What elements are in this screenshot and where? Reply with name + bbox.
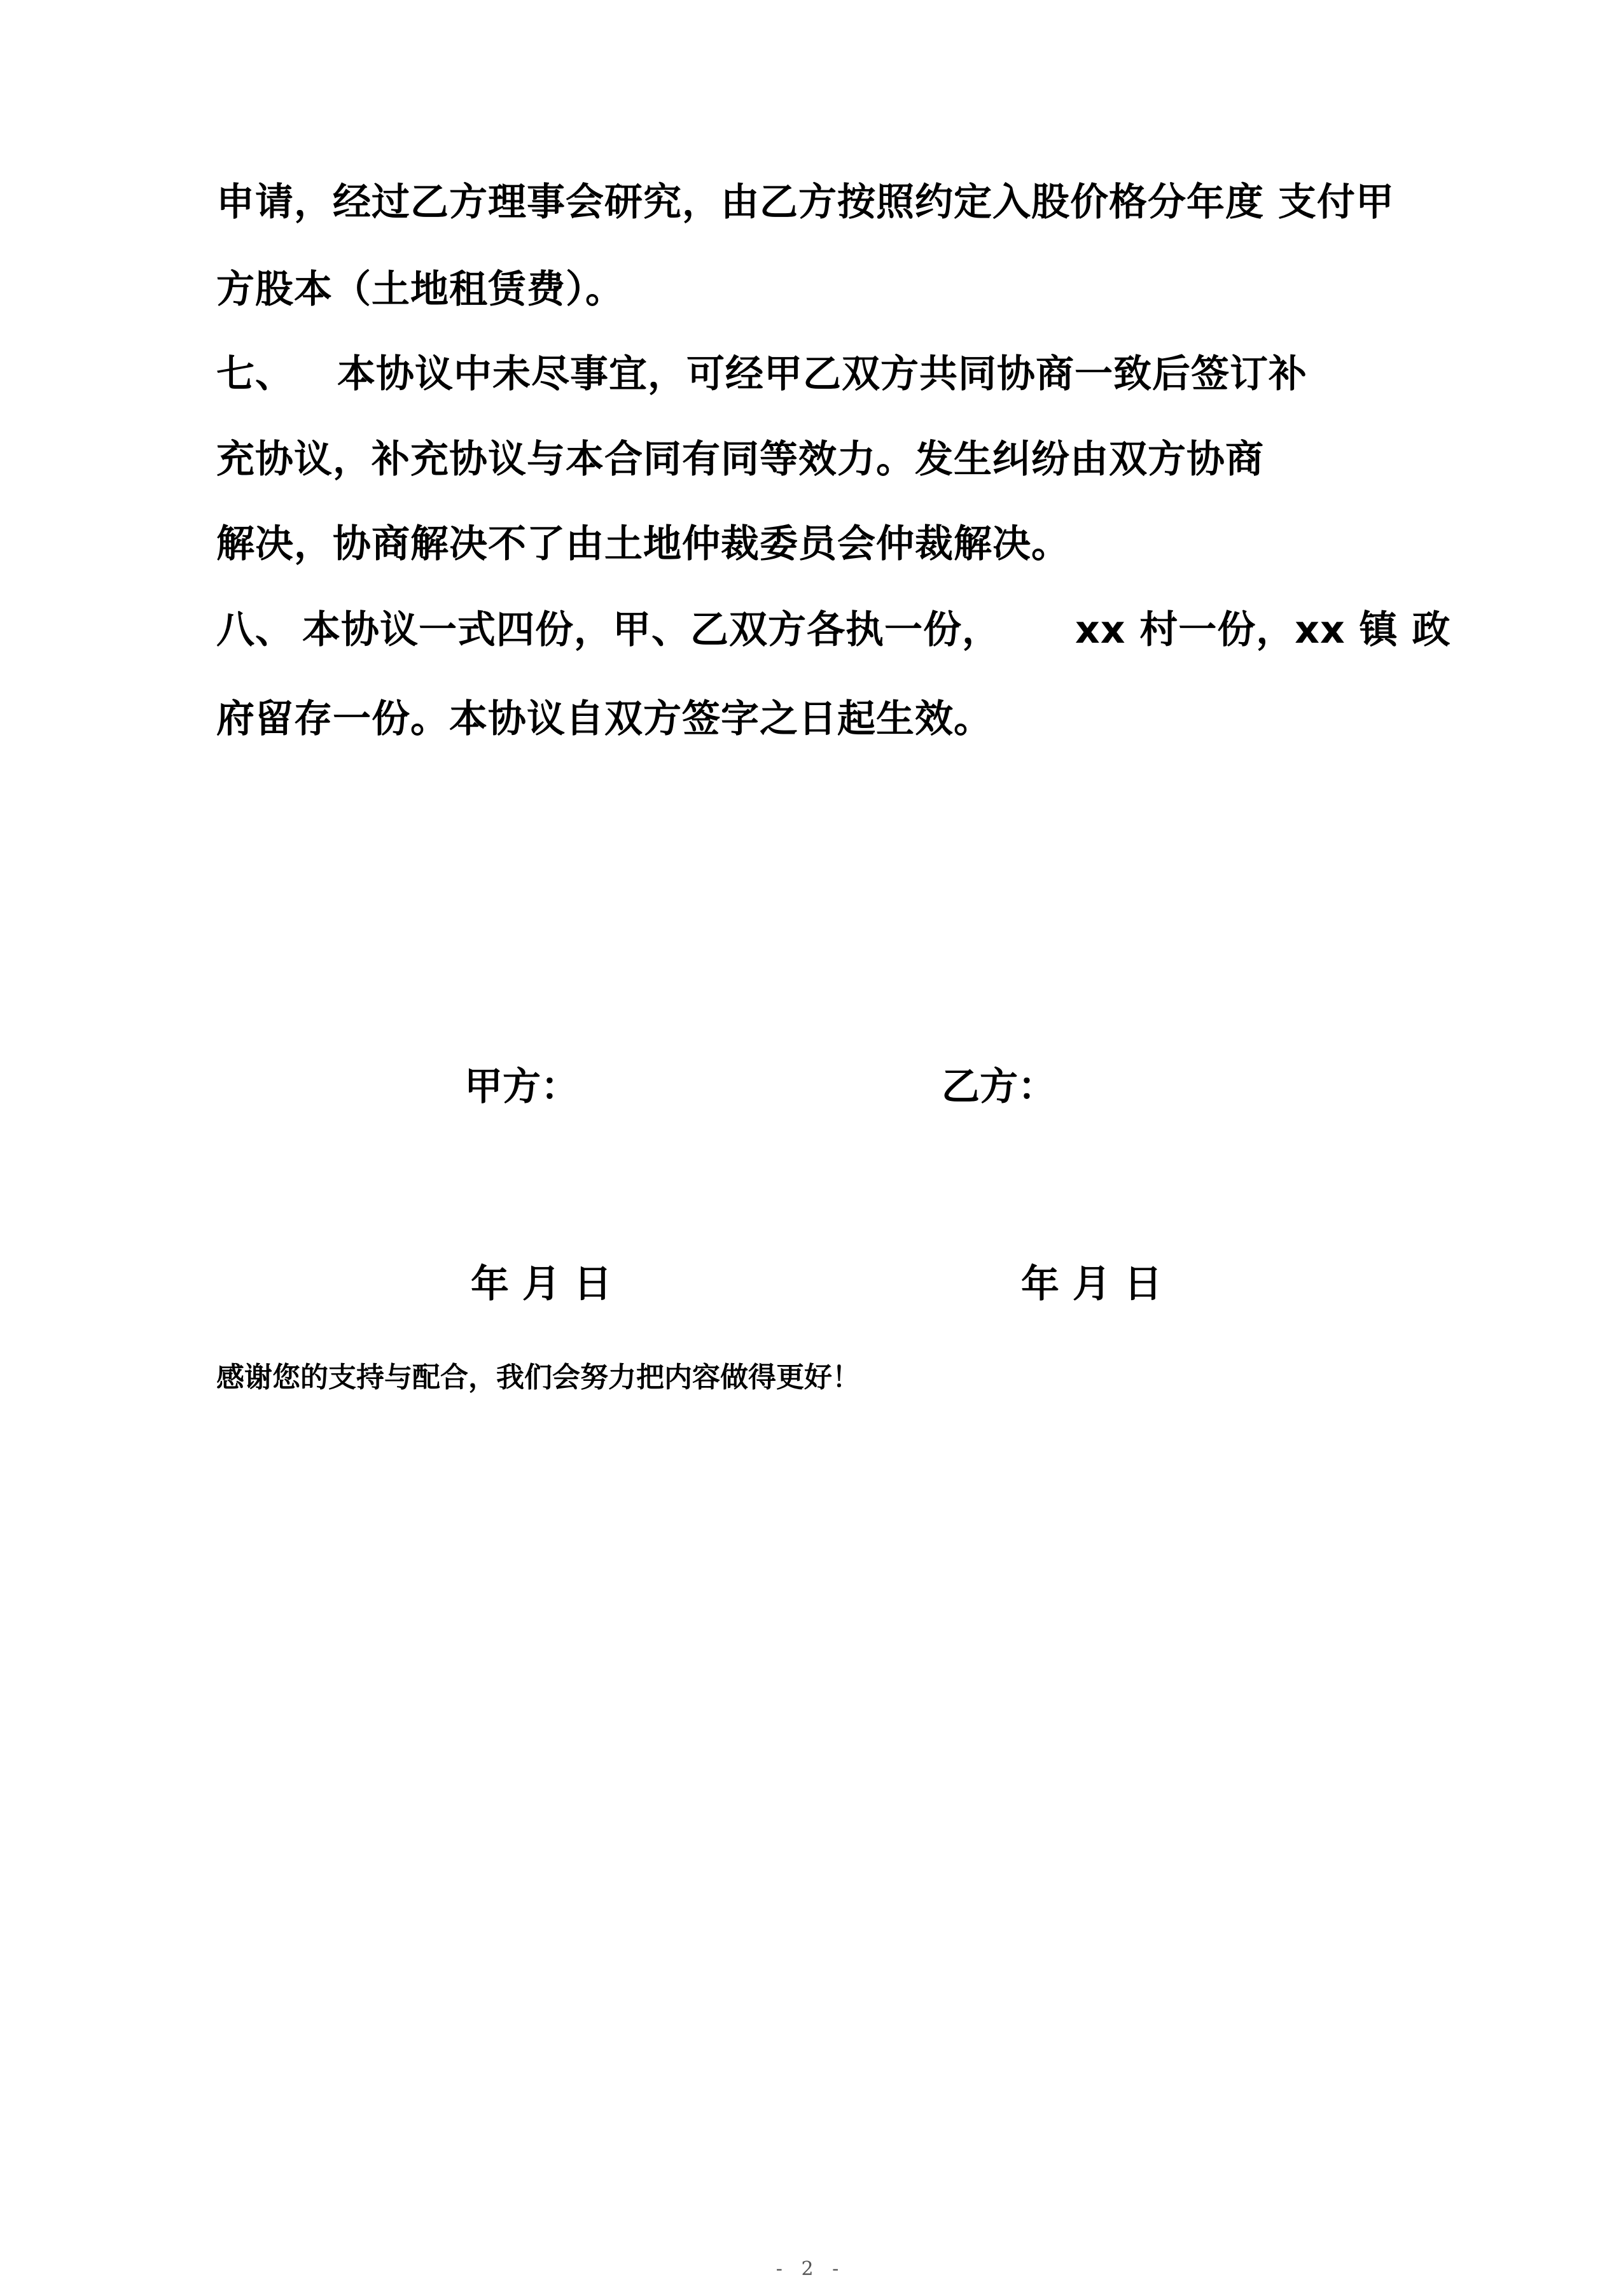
clause-7-line: 解决，协商解决不了由土地仲裁委员会仲裁解决。	[216, 522, 1070, 566]
page-number: - 2 -	[776, 2258, 845, 2280]
clause-8-line: 本协议一式四份，甲、乙双方各执一份，	[302, 608, 1001, 652]
clause-8-number: 八、	[216, 608, 294, 652]
party-b-label: 乙方：	[942, 1065, 1056, 1109]
closing-note: 感谢您的支持与配合，我们会努力把内容做得更好！	[216, 1361, 860, 1394]
party-b-date: 年 月 日	[1021, 1262, 1162, 1306]
paragraph-line: 申请，经过乙方理事会研究，由乙方按照约定入股价格分年度 支付甲	[216, 180, 1395, 225]
clause-8-line: xx 村一份，xx 镇 政	[1075, 608, 1451, 652]
party-a-label: 甲方：	[464, 1065, 579, 1109]
clause-7-line: 本协议中未尽事宜，可经甲乙双方共同协商一致后签订补	[337, 352, 1307, 396]
party-a-date: 年 月 日	[471, 1262, 612, 1306]
clause-8-line: 府留存一份。本协议自双方签字之日起生效。	[216, 697, 992, 741]
clause-7-number: 七、	[216, 352, 294, 396]
clause-7-line: 充协议，补充协议与本合同有同等效力。发生纠纷由双方协商	[216, 437, 1264, 482]
paragraph-line: 方股本（土地租赁费）。	[216, 267, 624, 312]
